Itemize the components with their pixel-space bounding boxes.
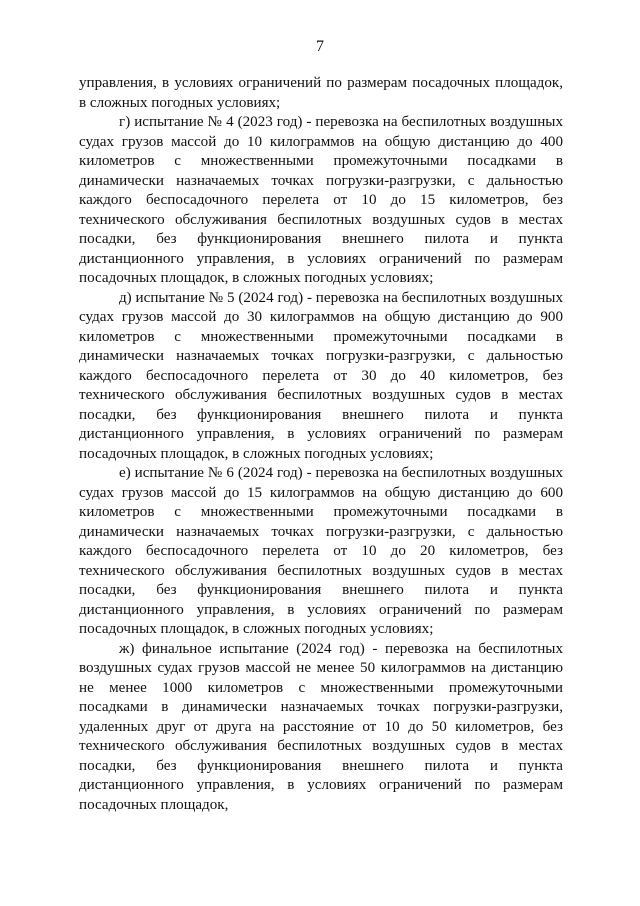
paragraph-continuation: управления, в условиях ограничений по размерам посадочных площадок, в сложных погодных условиях; [79,75,563,111]
paragraph-item-e: е) испытание № 6 (2024 год) - перевозка на беспилотных воздушных судах грузов массой до 15 килограммов на общую дистанцию до 600 километров с множественными промежуточными посадками в динамически назначаемых точках погрузки-разгрузки, с дальностью каждого беспосадочного перелета от 10 до 20 километров, без технического обслуживания беспилотных воздушных судов в местах посадки, без функционирования внешнего пилота и пункта дистанционного управления, в условиях ограничений по размерам посадочных площадок, в сложных погодных условиях; [79,465,563,637]
paragraph-item-d: д) испытание № 5 (2024 год) - перевозка на беспилотных воздушных судах грузов массой до 30 килограммов на общую дистанцию до 900 километров с множественными промежуточными посадками в динамически назначаемых точках погрузки-разгрузки, с дальностью каждого беспосадочного перелета от 30 до 40 километров, без технического обслуживания беспилотных воздушных судов в местах посадки, без функционирования внешнего пилота и пункта дистанционного управления, в условиях ограничений по размерам посадочных площадок, в сложных погодных условиях; [79,289,563,462]
paragraph-item-zh: ж) финальное испытание (2024 год) - перевозка на беспилотных воздушных судах грузов массой не менее 50 килограммов на дистанцию не менее 1000 километров с множественными промежуточными посадками в динамически назначаемых точках погрузки-разгрузки, удаленных друг от друга на расстояние от 10 до 50 километров, без технического обслуживания беспилотных воздушных судов в местах посадки, без функционирования внешнего пилота и пункта дистанционного управления, в условиях ограничений по размерам посадочных площадок, [79,640,563,813]
document-body [79,74,563,815]
paragraph-item-g: г) испытание № 4 (2023 год) - перевозка на беспилотных воздушных судах грузов массой до 10 килограммов на общую дистанцию до 400 километров с множественными промежуточными посадками в динамически назначаемых точках погрузки-разгрузки, с дальностью каждого беспосадочного перелета от 10 до 15 километров, без технического обслуживания беспилотных воздушных судов в местах посадки, без функционирования внешнего пилота и пункта дистанционного управления, в условиях ограничений по размерам посадочных площадок, в сложных погодных условиях; [79,114,563,286]
page-number: 7 [316,38,324,55]
